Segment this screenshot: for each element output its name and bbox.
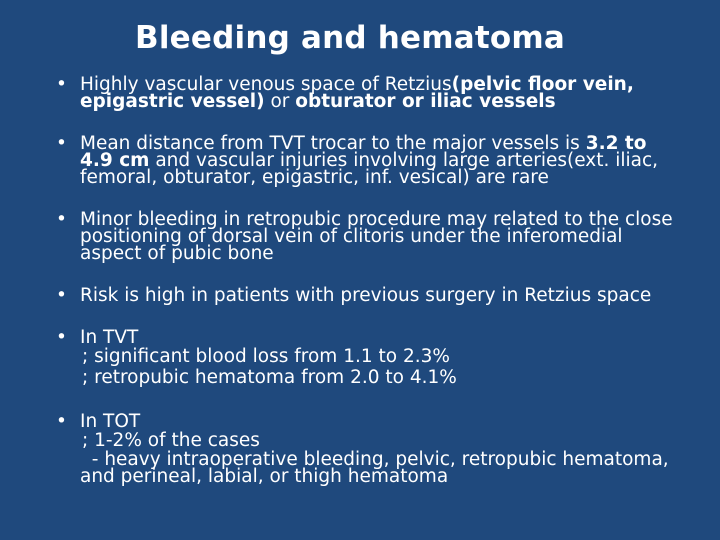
bullet-trocar-distance [56,135,676,186]
bullet-subline: - heavy intraoperative bleeding, pelvic, retropubic hematoma, and perineal, labial, or thigh hematoma [80,449,675,487]
bullet-subline: ; significant blood loss from 1.1 to 2.3% [82,346,450,367]
bullet-text: and vascular injuries involving large arteries(ext. iliac, femoral, obturator, epigastric, inf. vesical) are rare [80,150,659,188]
bullet-text: Minor bleeding in retropubic procedure may related to the close positioning of dorsal vein of clitoris under the inferomedial aspect of pubic bone [80,209,673,264]
bullet-text: Risk is high in patients with previous surgery in Retzius space [80,285,652,306]
bullet-text: Highly vascular venous space of Retzius [80,74,452,95]
bullet-subline: ; retropubic hematoma from 2.0 to 4.1% [82,367,457,388]
bullet-minor-bleeding [56,211,676,262]
bullet-marker: • [56,74,67,95]
bullet-subline: ; 1-2% of the cases [82,430,260,451]
bullet-text: Mean distance from TVT trocar to the major vessels is [80,133,586,154]
bullet-retzius [56,76,676,110]
bullet-tvt [56,329,676,388]
bullet-text: or [264,91,296,112]
bullet-bold-text: obturator or iliac vessels [295,91,556,112]
bullet-heading: In TOT [80,411,141,432]
slide-title: Bleeding and hematoma [135,20,565,56]
bullet-risk [56,287,676,304]
bullet-marker: • [56,209,67,230]
bullet-bold-text: 3.2 to 4.9 cm [80,133,647,171]
bullet-marker: • [56,133,67,154]
bullet-list [56,76,676,485]
bullet-marker: • [56,285,67,306]
bullet-heading: In TVT [80,327,139,348]
bullet-tot [56,413,676,485]
bullet-marker: • [56,327,67,348]
bullet-marker: • [56,411,67,432]
bullet-bold-text: (pelvic floor vein, epigastric vessel) [80,74,634,112]
